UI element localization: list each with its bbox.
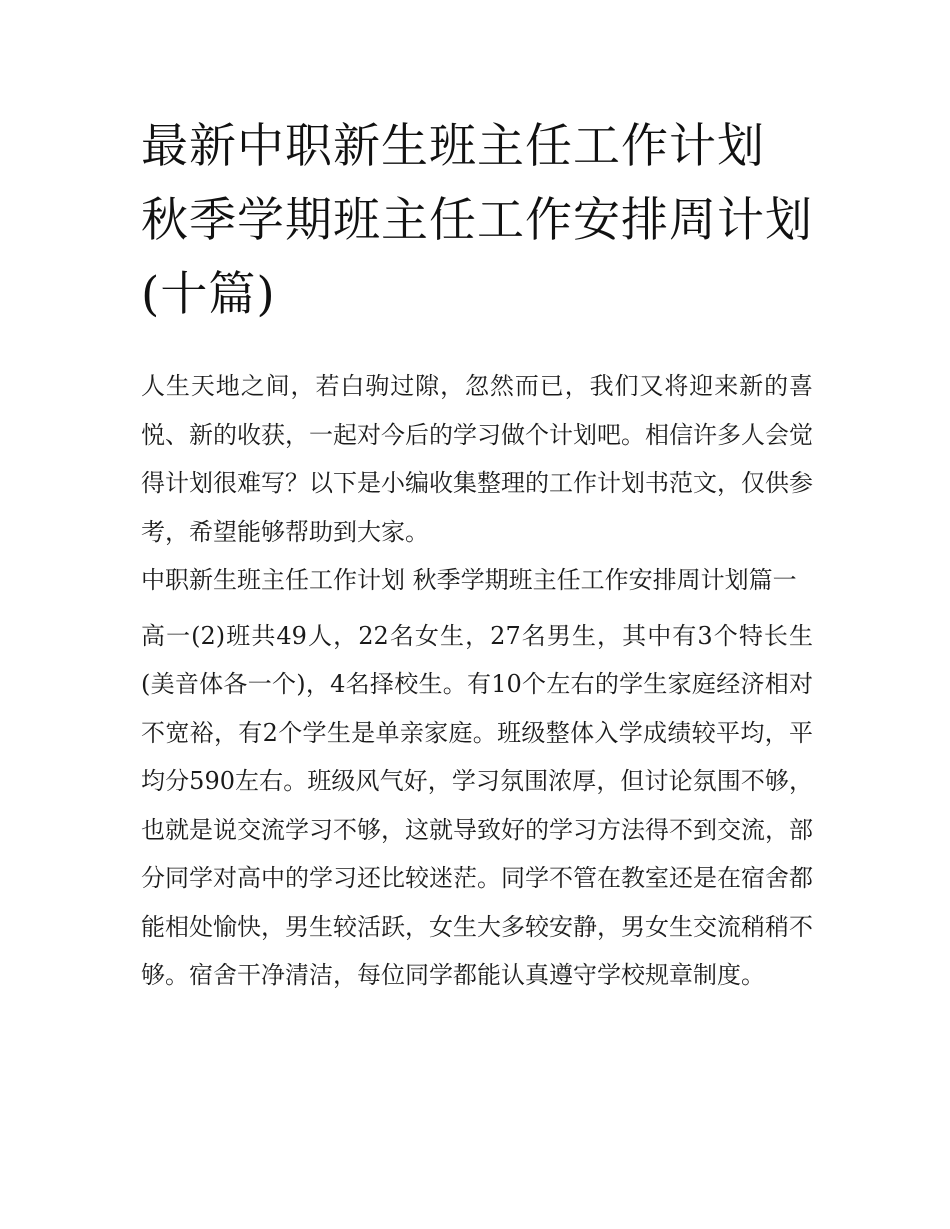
body-paragraph: 高一(2)班共49人，22名女生，27名男生，其中有3个特长生(美音体各一个)，4名择校生。有10个左右的学生家庭经济相对不宽裕，有2个学生是单亲家庭。班级整体入学成绩较平均，平均分590左右。班级风气好，学习氛围浓厚，但讨论氛围不够，也就是说交流学习不够，这就导致好的学习方法得不到交流，部分同学对高中的学习还比较迷茫。同学不管在教室还是在宿舍都能相处愉快，男生较活跃，女生大多较安静，男女生交流稍稍不够。宿舍干净清洁，每位同学都能认真遵守学校规章制度。 <box>141 621 813 989</box>
document-title: 最新中职新生班主任工作计划 秋季学期班主任工作安排周计划(十篇) <box>141 119 813 322</box>
section-heading: 中职新生班主任工作计划 秋季学期班主任工作安排周计划篇一 <box>141 566 797 594</box>
intro-paragraph: 人生天地之间，若白驹过隙，忽然而已，我们又将迎来新的喜悦、新的收获，一起对今后的学习做个计划吧。相信许多人会觉得计划很难写？以下是小编收集整理的工作计划书范文，仅供参考，希望能够帮助到大家。 <box>141 372 813 546</box>
document-page <box>141 110 813 1000</box>
